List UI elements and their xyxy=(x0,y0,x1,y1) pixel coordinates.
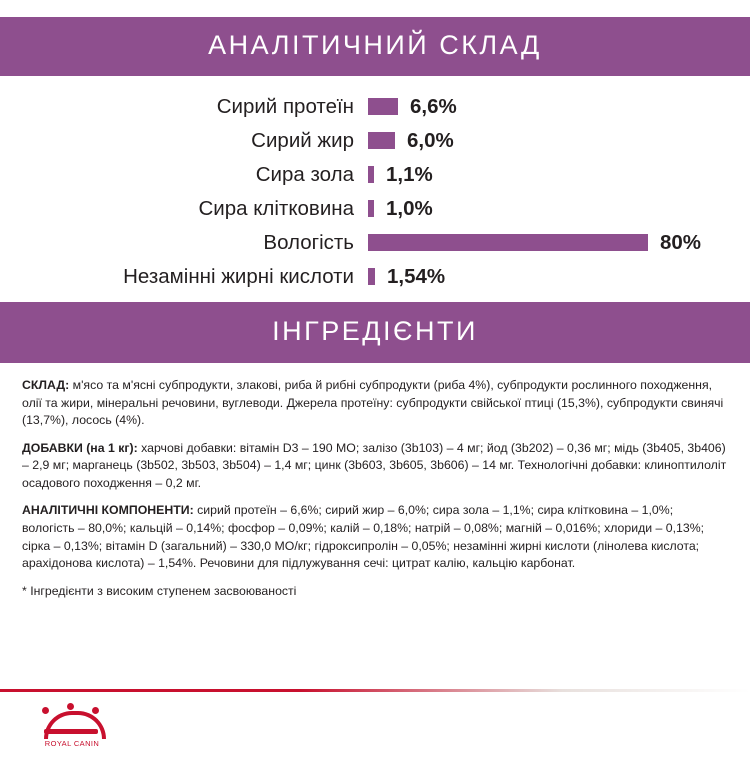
crown-dot-icon xyxy=(42,707,49,714)
chart-bar xyxy=(368,98,398,115)
composition-text: м'ясо та м'ясні субпродукти, злакові, риба й рибні субпродукти (риба 4%), субпродукти рослинного походження, олії та жири, мінеральні речовини, вуглеводи. Джерела протеїну: субпродукти свійської птиці (15,3%), субпродукти свинячі (13,7%), лосось (4%). xyxy=(22,378,724,428)
chart-row-label: Сирий жир xyxy=(251,128,354,152)
analytical-composition-title: АНАЛІТИЧНИЙ СКЛАД xyxy=(0,17,750,76)
chart-bar-wrap xyxy=(368,231,750,255)
chart-row xyxy=(0,228,750,257)
additives-paragraph xyxy=(22,440,728,493)
logo-wordmark: ROYAL CANIN xyxy=(44,739,100,748)
chart-row-label: Сира клітковина xyxy=(198,196,354,220)
chart-row xyxy=(0,92,750,121)
chart-row-value: 80% xyxy=(660,230,702,254)
crown-dot-icon xyxy=(92,707,99,714)
chart-row-label: Сира зола xyxy=(255,162,354,186)
additives-label: ДОБАВКИ (на 1 кг): xyxy=(22,440,138,455)
footer-divider xyxy=(0,689,750,692)
crown-band-icon xyxy=(44,729,98,734)
chart-row xyxy=(0,160,750,189)
crown-arc-icon xyxy=(44,711,106,739)
chart-row-value: 1,1% xyxy=(386,162,433,186)
chart-row-value: 6,6% xyxy=(410,94,457,118)
composition-label: СКЛАД: xyxy=(22,378,70,392)
ingredients-title: ІНГРЕДІЄНТИ xyxy=(0,302,750,363)
royal-canin-logo xyxy=(42,703,102,759)
chart-bar-wrap xyxy=(368,197,750,221)
crown-icon xyxy=(42,703,100,737)
chart-row-label: Сирий протеїн xyxy=(216,94,354,118)
chart-row xyxy=(0,262,750,291)
components-paragraph xyxy=(22,502,728,572)
crown-dot-icon xyxy=(67,703,74,710)
chart-bar-wrap xyxy=(368,265,750,289)
chart-row-value: 1,0% xyxy=(386,196,433,220)
chart-row xyxy=(0,126,750,155)
chart-bar-wrap xyxy=(368,95,750,119)
chart-row-value: 6,0% xyxy=(407,128,454,152)
components-text: сирий протеїн – 6,6%; сирий жир – 6,0%; сира зола – 1,1%; сира клітковина – 1,0%; вологість – 80,0%; кальцій – 0,14%; фосфор – 0,09%; калій – 0,18%; натрій – 0,08%; магній – 0,016%; хлориди – 0,13%; сірка – 0,13%; вітамін D (загальний) – 330,0 МО/кг; гідроксипролін – 0,05%; незамінні жирні кислоти (лінолева кислота; арахідонова кислота) – 1,54%. Речовини для підлужування сечі: цитрат калію, кальцію карбонат. xyxy=(22,503,705,571)
chart-bar-wrap xyxy=(368,163,750,187)
chart-row-label: Вологість xyxy=(263,230,354,254)
ingredients-body xyxy=(0,363,750,600)
ingredients-footnote: * Інгредієнти з високим ступенем засвоюваності xyxy=(22,583,297,598)
chart-row-label: Незамінні жирні кислоти xyxy=(123,264,354,288)
analytical-composition-chart xyxy=(0,76,750,302)
page-footer xyxy=(0,689,750,767)
composition-paragraph xyxy=(22,377,728,430)
chart-bar xyxy=(368,132,395,149)
chart-bar-wrap xyxy=(368,129,750,153)
chart-row xyxy=(0,194,750,223)
chart-bar xyxy=(368,166,374,183)
chart-bar xyxy=(368,234,648,251)
chart-bar xyxy=(368,268,375,285)
product-label-page xyxy=(0,17,750,767)
chart-row-value: 1,54% xyxy=(387,264,446,288)
additives-text: харчові добавки: вітамін D3 – 190 МО; залізо (3b103) – 4 мг; йод (3b202) – 0,36 мг; мідь (3b405, 3b406) – 2,9 мг; марганець (3b502, 3b503, 3b504) – 1,4 мг; цинк (3b603, 3b605, 3b606) – 14 мг. Технологічні добавки: клиноптилоліт осадового походження – 0,2 мг. xyxy=(22,440,727,490)
chart-bar xyxy=(368,200,374,217)
components-label: АНАЛІТИЧНІ КОМПОНЕНТИ: xyxy=(22,503,194,518)
